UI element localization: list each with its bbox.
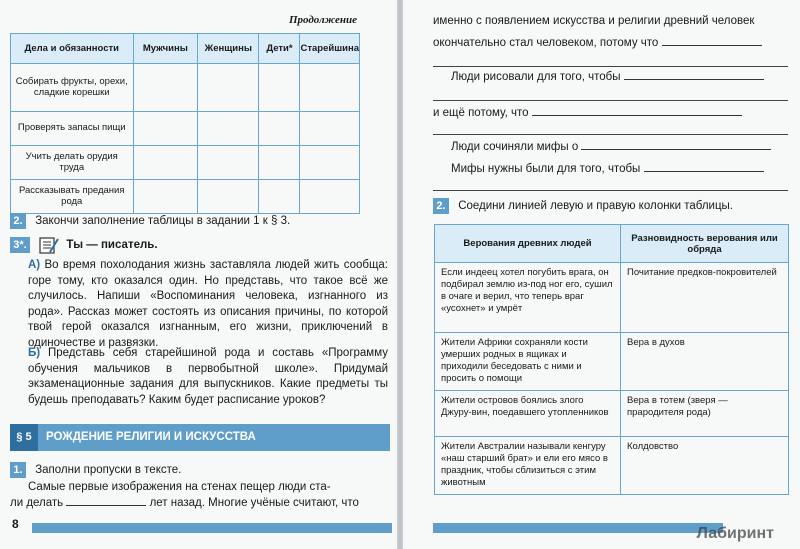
task-3b: [28, 346, 388, 408]
answer-cell[interactable]: [198, 112, 259, 146]
right-page: [402, 0, 800, 549]
footer-bar: [433, 523, 723, 533]
table-row: [435, 437, 789, 495]
text-line: Самые первые изображения на стенах пещер люди ста-: [28, 481, 331, 493]
task-1: [10, 462, 390, 479]
answer-line[interactable]: [433, 190, 788, 191]
task-2-left: [10, 213, 390, 230]
watermark-logo: Лабиринт: [696, 525, 774, 542]
answer-blank[interactable]: [66, 505, 146, 506]
footer-bar: [32, 523, 392, 533]
notebook-icon: [37, 236, 59, 254]
option-text: Представь себя старейшиной рода и составь «Программу обучения мальчиков в первобытной школе». Придумай экзаменационные задания для выпускников. Какие предметы ты будешь преподавать? Каким будет расписание уроков?: [28, 347, 388, 406]
task-number: 2.: [10, 213, 26, 229]
row-duty: Проверять запасы пищи: [11, 112, 134, 146]
answer-cell[interactable]: [259, 112, 300, 146]
table-row: [435, 333, 789, 391]
header-children: Дети*: [259, 34, 300, 64]
section-label: § 5: [10, 424, 38, 451]
option-label: А): [28, 259, 41, 271]
text-line: окончательно стал человеком, потому что: [433, 37, 659, 49]
answer-blank[interactable]: [532, 115, 742, 116]
answer-cell[interactable]: [133, 112, 198, 146]
page-number: 8: [12, 517, 19, 531]
answer-blank[interactable]: [624, 79, 764, 80]
answer-cell[interactable]: [198, 146, 259, 180]
answer-cell[interactable]: [259, 146, 300, 180]
task-number: 1.: [10, 462, 26, 478]
task-title: Заполни пропуски в тексте.: [35, 464, 182, 476]
kind-cell[interactable]: Колдовство: [621, 437, 789, 495]
answer-blank[interactable]: [644, 171, 764, 172]
table-row: [11, 146, 360, 180]
table-row: [435, 263, 789, 333]
answer-blank[interactable]: [662, 45, 762, 46]
left-page: [0, 0, 398, 549]
header-women: Женщины: [198, 34, 259, 64]
answer-cell[interactable]: [300, 180, 360, 214]
table-row: [11, 112, 360, 146]
header-duties: Дела и обязанности: [11, 34, 134, 64]
table-row: [435, 391, 789, 437]
section-header: [10, 424, 390, 451]
text-line-5: [451, 140, 771, 156]
section-title: РОЖДЕНИЕ РЕЛИГИИ И ИСКУССТВА: [46, 431, 256, 443]
kind-cell[interactable]: Почитание предков-покровителей: [621, 263, 789, 333]
duties-table: [10, 33, 360, 214]
text-line: Мифы нужны были для того, чтобы: [451, 163, 641, 175]
task-2-right: [433, 198, 793, 215]
answer-cell[interactable]: [133, 64, 198, 112]
text-line-1: [433, 14, 754, 30]
answer-blank[interactable]: [581, 149, 771, 150]
text-line-6: [451, 162, 764, 178]
kind-cell[interactable]: Вера в духов: [621, 333, 789, 391]
table-row: [11, 180, 360, 214]
text-line-3: [451, 70, 764, 86]
answer-cell[interactable]: [198, 64, 259, 112]
header-beliefs: Верования древних людей: [435, 225, 621, 263]
table-header-row: [11, 34, 360, 64]
text-line: лет назад. Многие учёные считают, что: [149, 497, 359, 509]
answer-cell[interactable]: [300, 64, 360, 112]
belief-cell[interactable]: Жители островов боялись злого Джуру-вин, поедавшего утопленников: [435, 391, 621, 437]
row-duty: Рассказывать предания рода: [11, 180, 134, 214]
row-duty: Собирать фрукты, орехи, сладкие корешки: [11, 64, 134, 112]
answer-line[interactable]: [433, 100, 788, 101]
belief-cell[interactable]: Жители Австралии называли кенгуру «наш старший брат» и ели его мясо в праздник, чтобы сблизиться с этим животным: [435, 437, 621, 495]
answer-cell[interactable]: [133, 180, 198, 214]
task-title: Ты — писатель.: [66, 239, 158, 252]
answer-line[interactable]: [433, 134, 788, 135]
continuation-label: Продолжение: [288, 14, 357, 26]
text-line: именно с появлением искусства и религии древний человек: [433, 15, 755, 27]
kind-cell[interactable]: Вера в тотем (зверя — прародителя рода): [621, 391, 789, 437]
table-header-row: [435, 225, 789, 263]
header-elder: Старейшина: [300, 34, 360, 64]
option-text: Во время похолодания жизнь заставляла людей жить сообща: горе тому, кто оказался один. Но представь, что такое всё же случилось. Напиши «Воспоминания человека, изгнанного из рода». Рассказ может состоять из описания причины, по которой твой герой оказался изгнанным, его жизни, приключений в одиночестве и развязки.: [28, 259, 389, 349]
text-line-4: [433, 106, 742, 122]
task-text: Закончи заполнение таблицы в задании 1 к § 3.: [35, 215, 291, 227]
belief-cell[interactable]: Если индеец хотел погубить врага, он подбирал землю из-под ног его, сушил в очаге и верил, что теперь враг «усохнет» и умрёт: [435, 263, 621, 333]
task-1-line-2: [10, 496, 390, 512]
answer-cell[interactable]: [198, 180, 259, 214]
text-line-2: [433, 36, 762, 52]
answer-cell[interactable]: [259, 64, 300, 112]
answer-line[interactable]: [433, 66, 788, 67]
answer-cell[interactable]: [133, 146, 198, 180]
text-line: ли делать: [10, 497, 64, 509]
beliefs-table: [434, 224, 789, 495]
task-3: [10, 236, 390, 254]
task-3a: [28, 258, 388, 351]
row-duty: Учить делать орудия труда: [11, 146, 134, 180]
text-line: Люди сочиняли мифы о: [451, 141, 579, 153]
task-number: 3*.: [10, 237, 30, 253]
task-text: Соедини линией левую и правую колонки таблицы.: [458, 200, 733, 212]
text-line: и ещё потому, что: [433, 107, 529, 119]
answer-cell[interactable]: [259, 180, 300, 214]
option-label: Б): [28, 347, 41, 359]
answer-cell[interactable]: [300, 146, 360, 180]
answer-cell[interactable]: [300, 112, 360, 146]
belief-cell[interactable]: Жители Африки сохраняли кости умерших родных в ящиках и приходили беседовать с ними и просить о помощи: [435, 333, 621, 391]
task-number: 2.: [433, 198, 449, 214]
header-kind: Разновидность верования или обряда: [621, 225, 789, 263]
table-row: [11, 64, 360, 112]
header-men: Мужчины: [133, 34, 198, 64]
task-1-line-1: [28, 480, 390, 496]
text-line: Люди рисовали для того, чтобы: [451, 71, 621, 83]
